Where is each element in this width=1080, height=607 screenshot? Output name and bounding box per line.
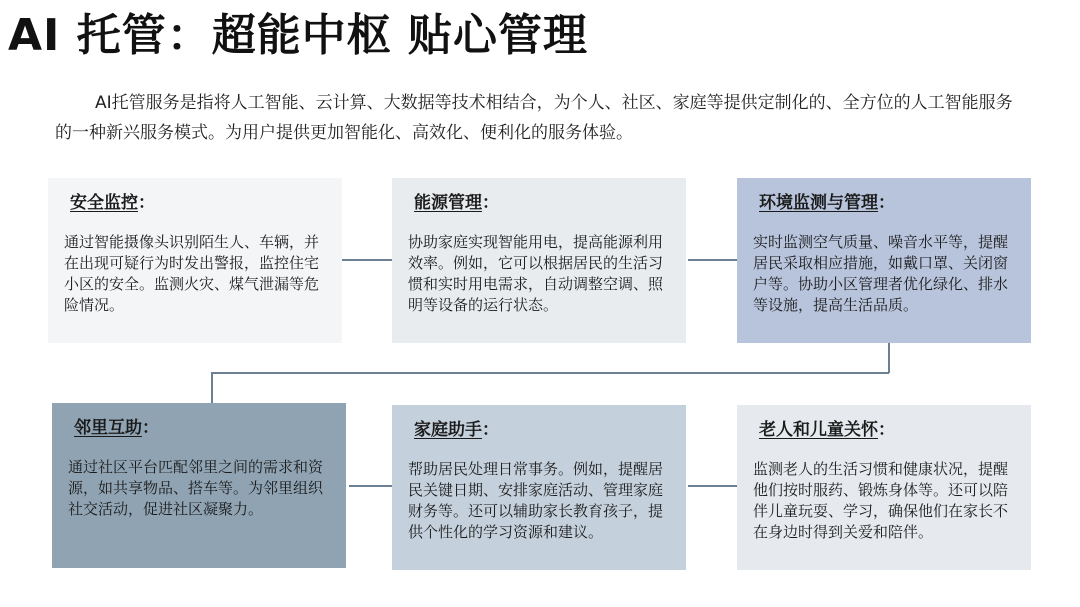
- card-body: 通过社区平台匹配邻里之间的需求和资源，如共享物品、搭车等。为邻里组织社交活动，促进社区凝聚力。: [68, 458, 324, 518]
- connector-line-2-3: [688, 259, 737, 261]
- connector-line-5-6: [688, 485, 737, 487]
- card-body: 帮助居民处理日常事务。例如，提醒居民关键日期、安排家庭活动、管理家庭财务等。还可以辅助家长教育孩子，提供个性化的学习资源和建议。: [408, 460, 664, 541]
- card-body: 通过智能摄像头识别陌生人、车辆，并在出现可疑行为时发出警报，监控住宅小区的安全。监测火灾、煤气泄漏等危险情况。: [64, 233, 320, 314]
- connector-line-4-5: [349, 485, 392, 487]
- connector-line-4-up: [211, 372, 213, 403]
- card-body: 实时监测空气质量、噪音水平等，提醒居民采取相应措施，如戴口罩、关闭窗户等。协助小区管理者优化绿化、排水等设施，提高生活品质。: [753, 233, 1009, 314]
- card-body: 协助家庭实现智能用电，提高能源利用效率。例如，它可以根据居民的生活习惯和实时用电需求，自动调整空调、照明等设备的运行状态。: [408, 233, 664, 314]
- card-title: 能源管理：: [414, 193, 499, 213]
- card-energy-management: [392, 178, 686, 343]
- connector-line-1-2: [342, 259, 394, 261]
- card-title: 环境监测与管理：: [759, 193, 895, 213]
- intro-paragraph: AI托管服务是指将人工智能、云计算、大数据等技术相结合，为个人、社区、家庭等提供定制化的、全方位的人工智能服务的一种新兴服务模式。为用户提供更加智能化、高效化、便利化的服务体验。: [55, 93, 1013, 143]
- card-title: 家庭助手：: [414, 420, 499, 440]
- card-title: 安全监控：: [70, 193, 155, 213]
- card-title: 邻里互助：: [74, 418, 159, 438]
- card-title: 老人和儿童关怀：: [759, 420, 895, 440]
- page-title: AI 托管：超能中枢 贴心管理: [8, 10, 589, 61]
- connector-line-row-link: [211, 372, 889, 374]
- connector-line-3-down: [888, 343, 890, 373]
- card-security-monitoring: [48, 178, 342, 343]
- card-neighbor-help: [52, 403, 346, 568]
- card-home-assistant: [392, 405, 686, 570]
- card-body: 监测老人的生活习惯和健康状况，提醒他们按时服药、锻炼身体等。还可以陪伴儿童玩耍、学习，确保他们在家长不在身边时得到关爱和陪伴。: [753, 460, 1009, 541]
- card-elderly-children-care: [737, 405, 1031, 570]
- card-environment-monitoring: [737, 178, 1031, 343]
